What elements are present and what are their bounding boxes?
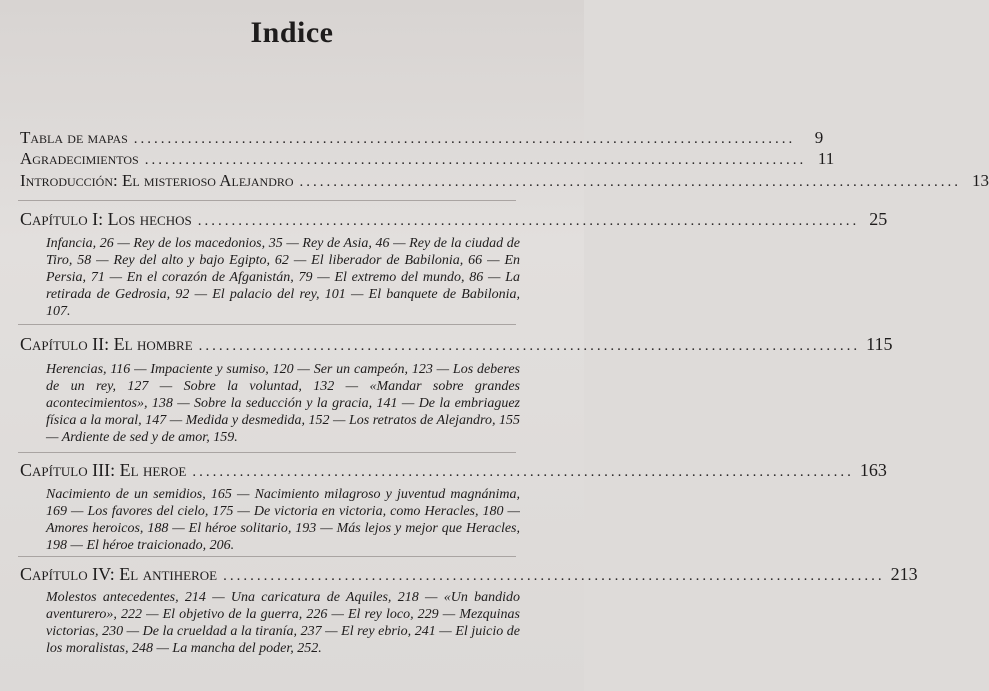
- chapter-title: Capítulo I: Los hechos: [20, 209, 192, 229]
- toc-chapter-3: [20, 460, 887, 481]
- leader-dots: ..................................................................................................: [144, 152, 807, 168]
- leader-dots: ..................................................................................................: [197, 213, 860, 229]
- chapter-2-topics: Herencias, 116 — Impaciente y sumiso, 120 — Ser un campeón, 123 — Los deberes de un rey, 127 — Sobre la voluntad, 132 — «Mandar sobre grandes acontecimientos», 138 — Sobre la seducción y la gracia, 141 — De la embriaguez física a la moral, 147 — Medida y desmedida, 152 — Los retratos de Alejandro, 155 — Ardiente de sed y de amor, 159.: [46, 362, 520, 445]
- section-divider: [18, 324, 516, 325]
- chapter-4-topics: Molestos antecedentes, 214 — Una caricatura de Aquiles, 218 — «Un bandido aventurero», 222 — El objetivo de la guerra, 226 — El rey loco, 229 — Mezquinas victorias, 230 — De la crueldad a la tiranía, 237 — El rey ebrio, 241 — El juicio de los moralistas, 248 — La mancha del poder, 252.: [46, 590, 520, 656]
- toc-entry-page: 13: [972, 171, 989, 190]
- toc-entry-introduccion: [20, 171, 989, 191]
- chapter-3-topics: Nacimiento de un semidios, 165 — Nacimiento milagroso y juventud magnánima, 169 — Los favores del cielo, 175 — De victoria en victoria, como Heracles, 180 — Amores heroicos, 188 — El héroe solitario, 193 — Más lejos y mejor que Heracles, 198 — El héroe traicionado, 206.: [46, 487, 520, 553]
- toc-chapter-2: [20, 334, 893, 355]
- section-divider: [18, 200, 516, 201]
- chapter-page: 115: [866, 334, 893, 354]
- leader-dots: ..................................................................................................: [299, 174, 962, 190]
- chapter-page: 163: [859, 460, 887, 480]
- chapter-1-topics: Infancia, 26 — Rey de los macedonios, 35 — Rey de Asia, 46 — Rey de la ciudad de Tiro, 58 — Rey del alto y bajo Egipto, 62 — El liberador de Babilonia, 66 — En Persia, 71 — En el corazón de Afganistán, 79 — El extremo del mundo, 86 — La retirada de Gedrosia, 92 — El palacio del rey, 101 — El banquete de Babilonia, 107.: [46, 236, 520, 319]
- leader-dots: ..................................................................................................: [223, 568, 885, 584]
- chapter-title: Capítulo III: El heroe: [20, 460, 187, 480]
- leader-dots: ..................................................................................................: [192, 464, 854, 480]
- leader-dots: ..................................................................................................: [198, 338, 861, 354]
- page-title: Indice: [250, 16, 334, 49]
- toc-entry-page: 9: [814, 128, 824, 147]
- leader-dots: ..................................................................................................: [133, 131, 796, 147]
- chapter-page: 25: [869, 209, 888, 229]
- toc-chapter-1: [20, 209, 888, 230]
- section-divider: [18, 452, 516, 453]
- section-divider: [18, 556, 516, 557]
- toc-entry-label: Introducción: El misterioso Alejandro: [20, 171, 294, 190]
- toc-entry-page: 11: [817, 149, 835, 168]
- chapter-page: 213: [890, 564, 918, 584]
- toc-entry-label: Tabla de mapas: [20, 128, 128, 147]
- chapter-title: Capítulo II: El hombre: [20, 334, 193, 354]
- toc-entry-agradecimientos: [20, 149, 835, 169]
- toc-chapter-4: [20, 564, 918, 585]
- chapter-title: Capítulo IV: El antiheroe: [20, 564, 218, 584]
- toc-entry-label: Agradecimientos: [20, 149, 139, 168]
- toc-entry-tabla-de-mapas: [20, 128, 824, 148]
